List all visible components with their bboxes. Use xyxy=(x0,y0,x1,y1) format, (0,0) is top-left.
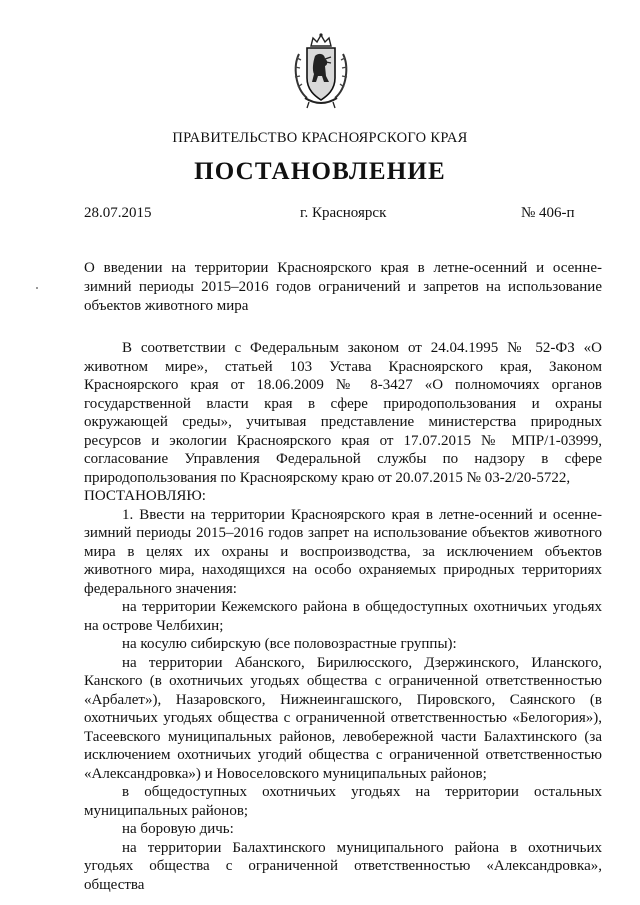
document-subject: О введении на территории Красноярского края в летне-осенний и осенне-зимний периоды 2015–2016 годов ограничений и запретов на использование объектов животного мира xyxy=(84,260,602,314)
document-number: № 406-п xyxy=(521,205,575,221)
document-city: г. Красноярск xyxy=(300,205,387,221)
body-paragraph: на территории Абанского, Бирилюсского, Дзержинского, Иланского, Канского (в охотничьих угодьях общества с ограниченной ответственностью «Арбалет»), Назаровского, Нижнеингашского, Пировского, Саянского (в охотничьих угодьях общества с ограниченной ответственностью «Белогория»), Тасеевского муниципальных районов, левобережной части Балахтинского (за исключением охотничьих угодий общества с ограниченной ответственностью «Александровка») и Новоселовского муниципальных районов; xyxy=(84,654,602,782)
body-paragraph: на боровую дичь: xyxy=(122,821,234,837)
scan-mark xyxy=(36,287,38,289)
krasnoyarsk-coat-of-arms-icon xyxy=(291,32,351,110)
document-title: ПОСТАНОВЛЕНИЕ xyxy=(194,158,446,185)
government-name: ПРАВИТЕЛЬСТВО КРАСНОЯРСКОГО КРАЯ xyxy=(172,130,468,146)
body-paragraph: на территории Балахтинского муниципального района в охотничьих угодьях общества с ограниченной ответственностью «Александровка», общества xyxy=(84,839,602,893)
document-body xyxy=(84,339,602,894)
body-paragraph: в общедоступных охотничьих угодьях на территории остальных муниципальных районов; xyxy=(84,784,602,819)
resolution-word: ПОСТАНОВЛЯЮ: xyxy=(84,488,206,504)
body-paragraph: на косулю сибирскую (все половозрастные группы): xyxy=(122,636,457,652)
document-date: 28.07.2015 xyxy=(84,205,152,221)
preamble-paragraph: В соответствии с Федеральным законом от 24.04.1995 № 52-ФЗ «О животном мире», статьей 103 Устава Красноярского края, Законом Красноярского края от 18.06.2009 № 8-3427 «О полномочиях органов государственной власти края в сфере природопользования и охраны окружающей среды», учитывая представление министерства природных ресурсов и экологии Красноярского края от 17.07.2015 № МПР/1-03999, согласование Управления Федеральной службы по надзору в сфере природопользования по Красноярскому краю от 20.07.2015 № 03-2/20-5722, xyxy=(84,340,602,486)
body-paragraph: на территории Кежемского района в общедоступных охотничьих угодьях на острове Челбихин; xyxy=(84,599,602,634)
body-paragraph: 1. Ввести на территории Красноярского края в летне-осенний и осенне-зимний периоды 2015–2016 годов запрет на использование объектов животного мира в целях их охраны и воспроизводства, за исключением объектов животного мира, находящихся на особо охраняемых природных территориях федерального значения: xyxy=(84,506,602,597)
